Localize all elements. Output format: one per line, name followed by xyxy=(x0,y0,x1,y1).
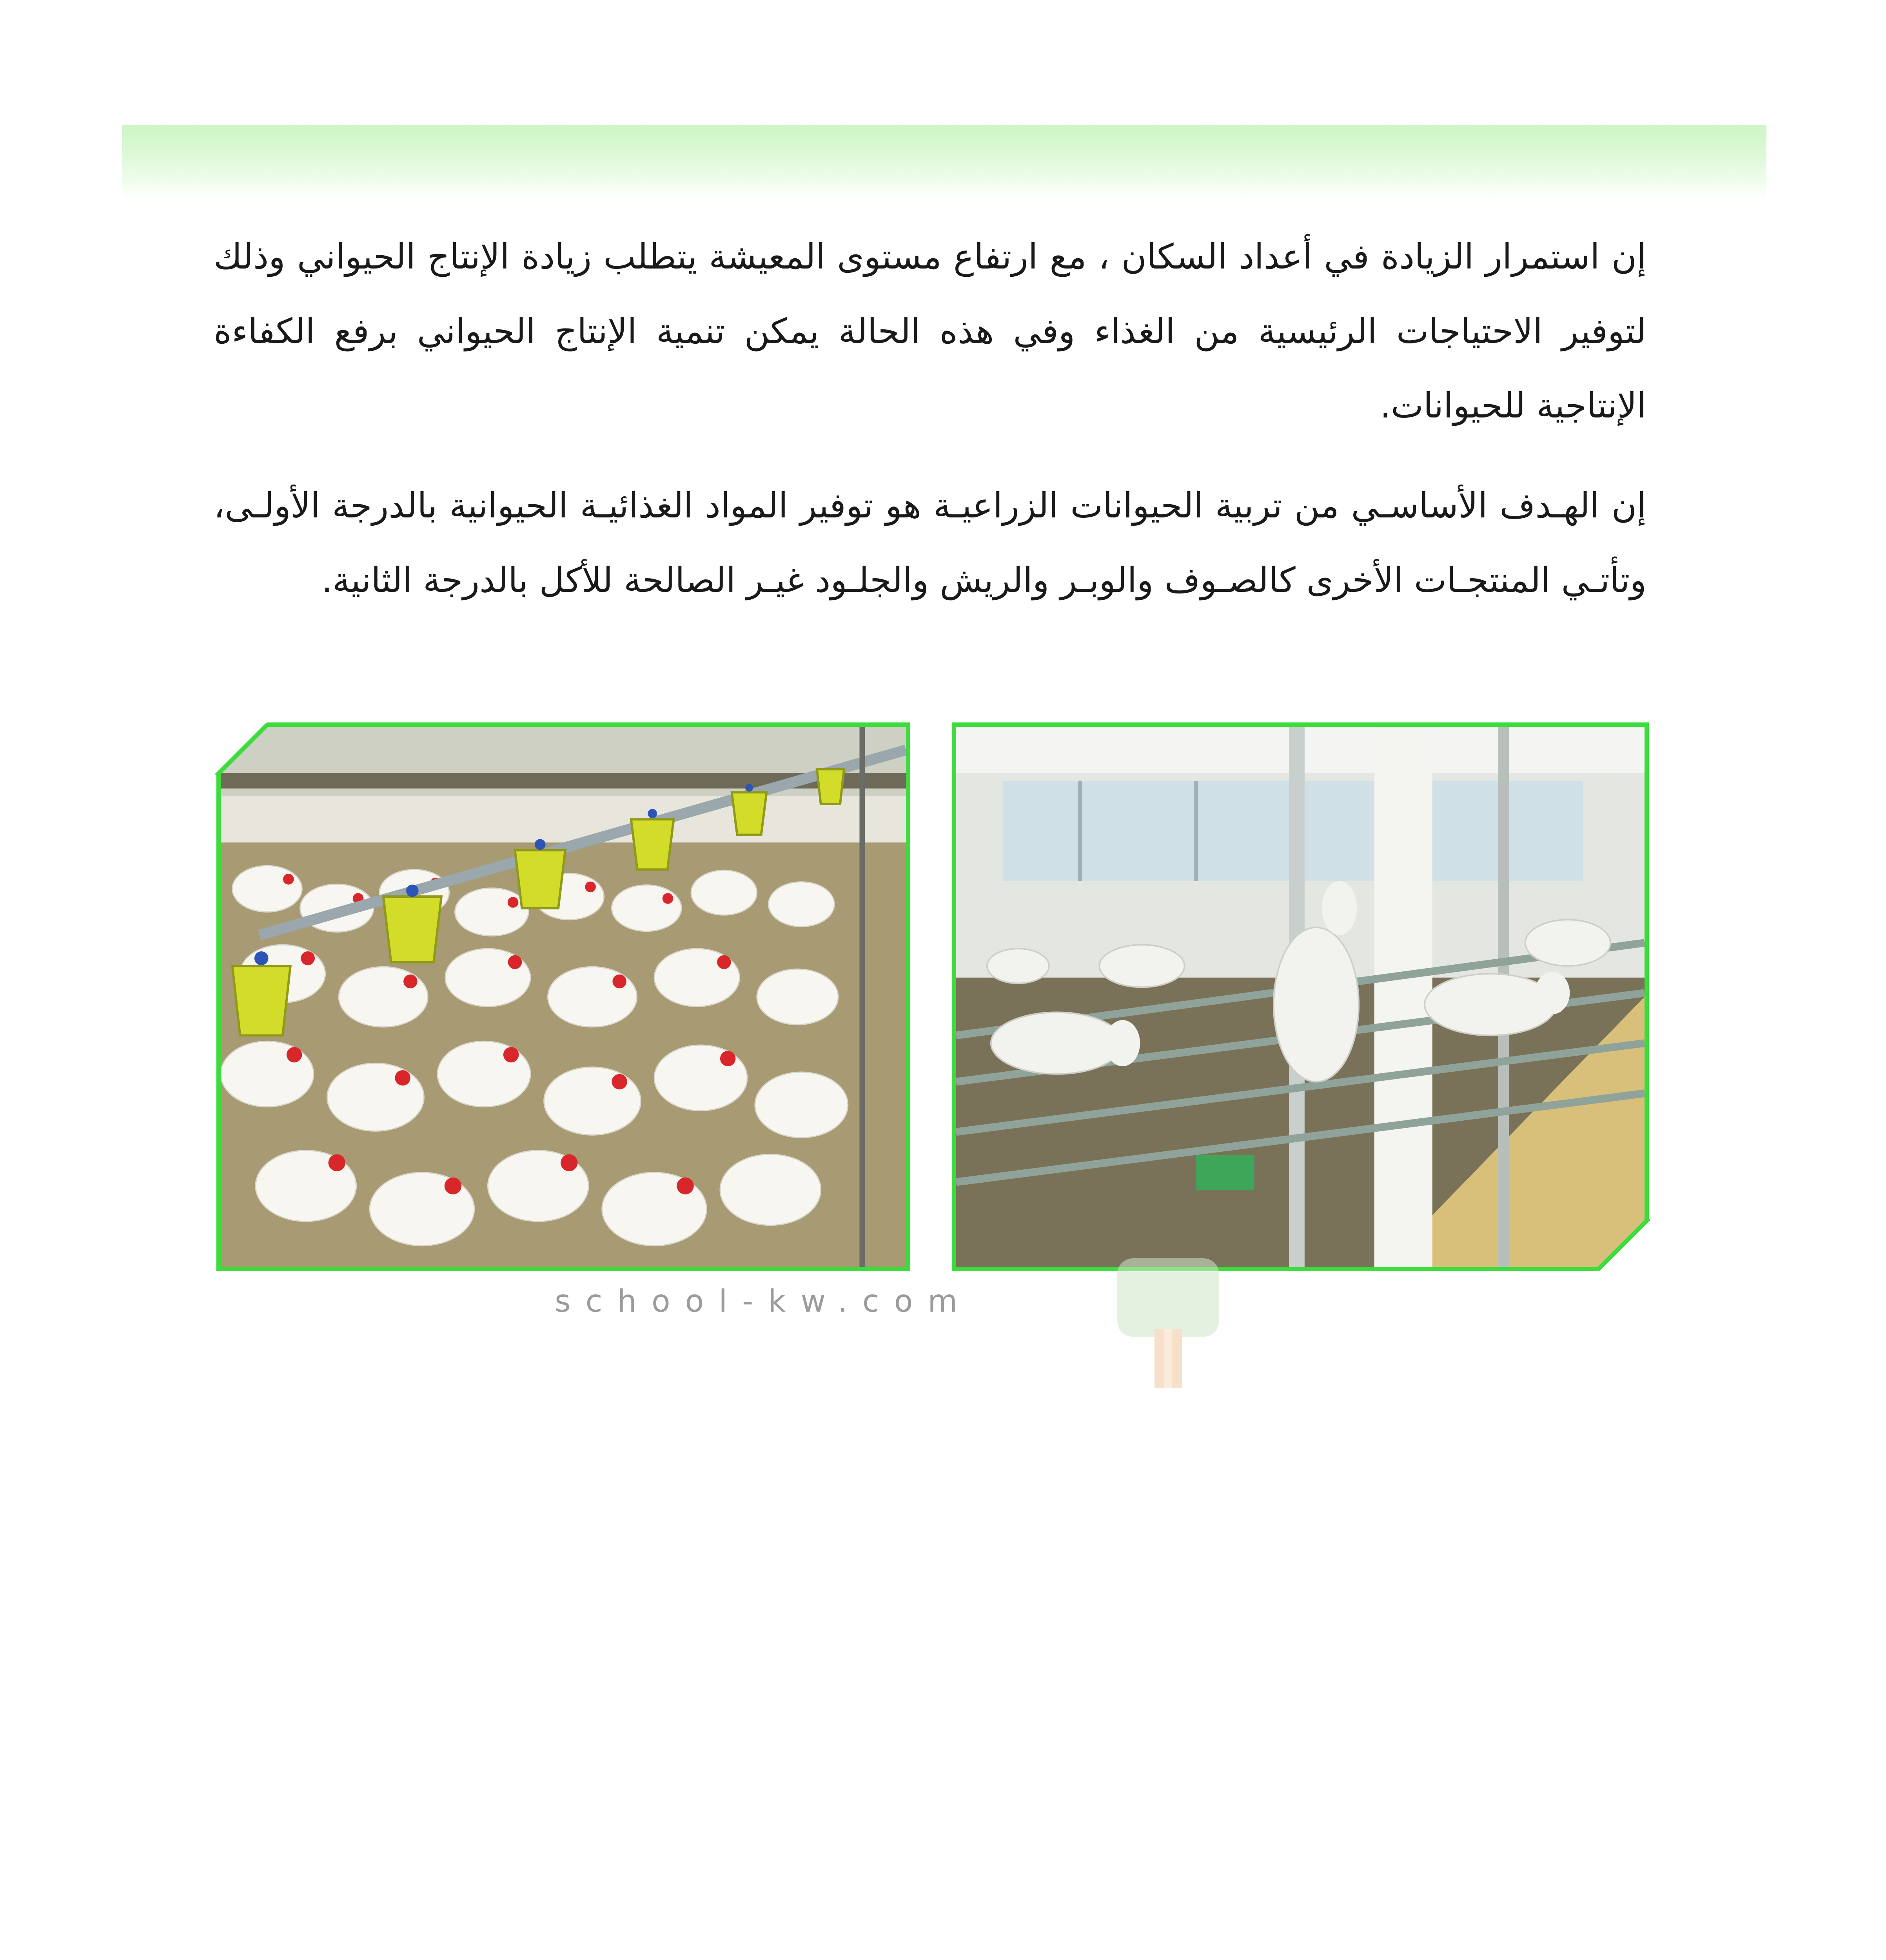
goat-barn-photo xyxy=(952,722,1649,1271)
paragraph-1: إن استمرار الزيادة في أعداد السكان ، مع ارتفاع مستوى المعيشة يتطلب زيادة الإنتاج الحيواني وذلك لتوفير الاحتياجات الرئيسية من الغذاء وفي هذه الحالة يمكن تنمية الإنتاج الحيواني برفع الكفاءة الإنتاجية للحيوانات. xyxy=(214,236,1646,426)
watermark-logo xyxy=(1109,1235,1227,1392)
header-band xyxy=(122,125,1766,199)
paragraph-2: إن الهـدف الأساسـي من تربية الحيوانات الزراعيـة هو توفير المواد الغذائيـة الحيوانية بالدرجة الأولـى، وتأتـي المنتجـات الأخرى كالصـوف والوبـر والريش والجلـود غيـر الصالحة للأكل بالدرجة الثانية. xyxy=(214,485,1646,600)
watermark-url: school-kw.com xyxy=(555,1284,973,1319)
poultry-farm-photo xyxy=(216,722,910,1271)
